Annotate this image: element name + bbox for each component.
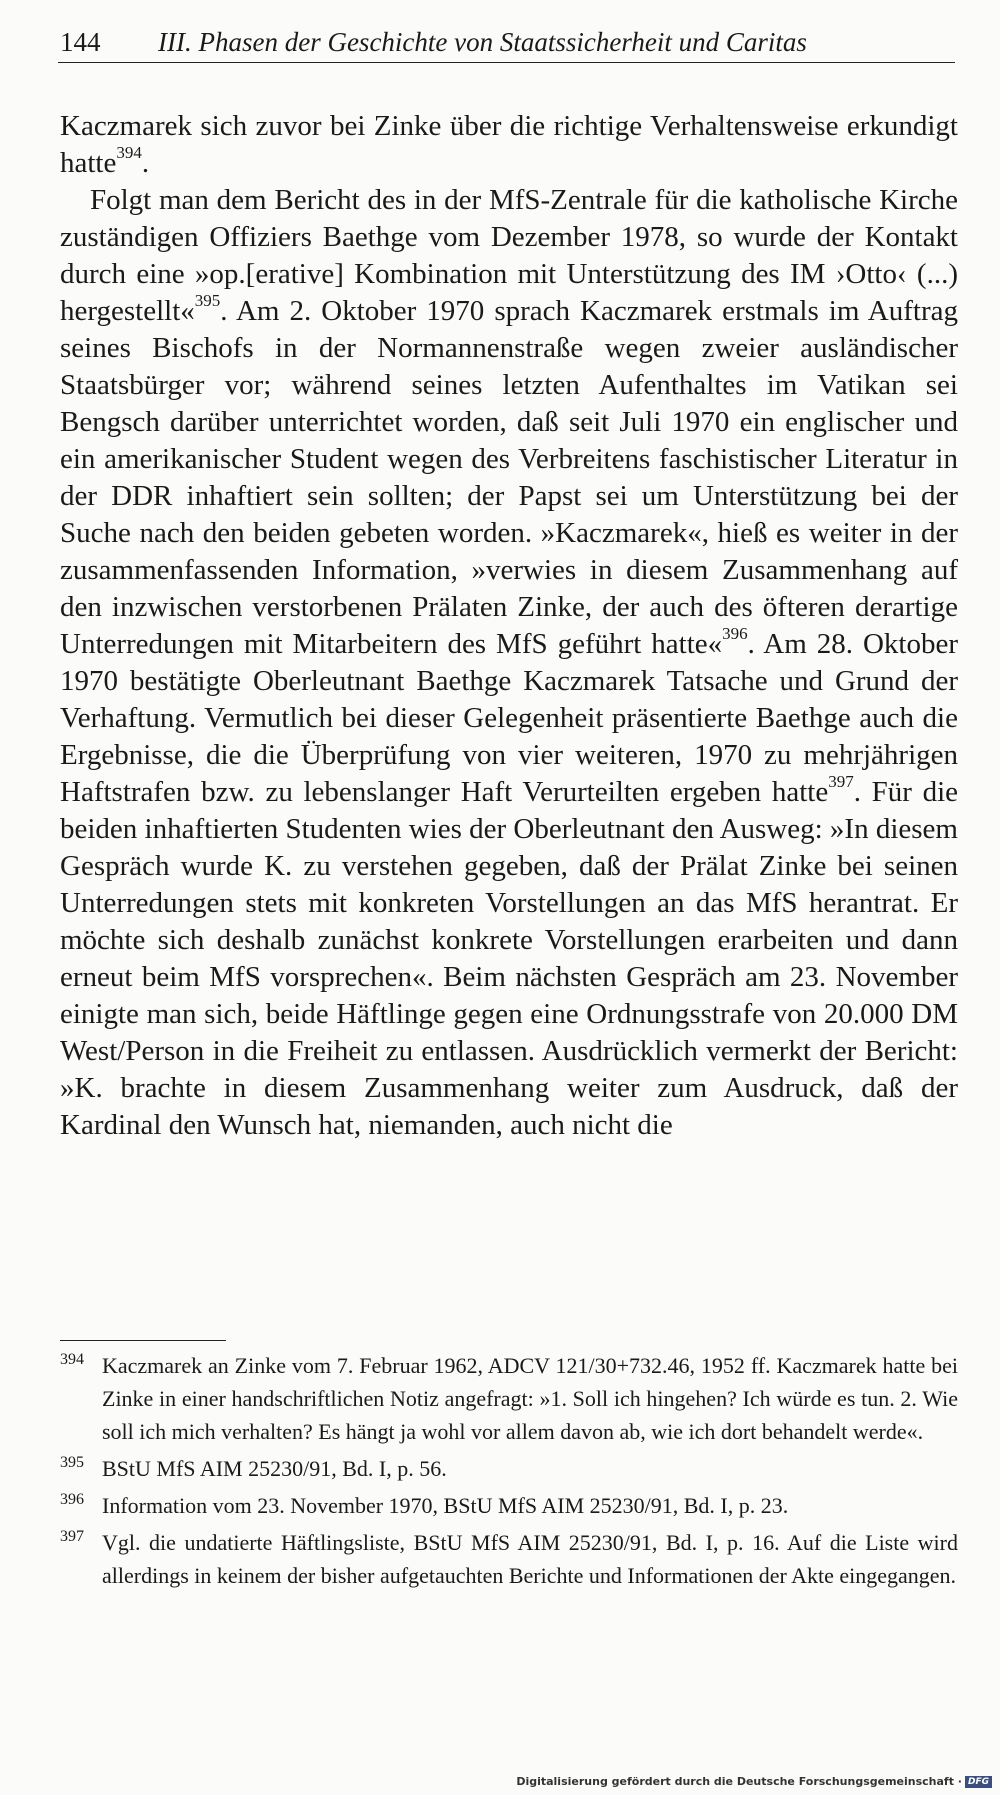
paragraph-2-part-b: . Am 2. Oktober 1970 sprach Kaczmarek erstmals im Auftrag seines Bischofs in der Normannenstraße wegen zweier ausländischer Staatsbürger vor; während seines letzten Aufenthaltes im Vatikan sei Bengsch darüber unterrichtet worden, daß seit Juli 1970 ein englischer und ein amerikanischer Student wegen des Verbreitens faschistischer Literatur in der DDR inhaftiert sein sollten; der Papst sei um Unterstützung bei der Suche nach den beiden gebeten worden. »Kaczmarek«, hieß es weiter in der zusammenfassenden Information, »verwies in diesem Zusammenhang auf den inzwischen verstorbenen Prälaten Zinke, der auch des öfteren derartige Unterredungen mit Mitarbeitern des MfS geführt hatte« [60,295,958,660]
footnote-ref-394[interactable]: 394 [116,143,142,163]
footnote-number: 396 [60,1491,84,1508]
footnote-divider [60,1340,226,1341]
footnote-397 [60,1526,958,1592]
footnote-number: 394 [60,1351,84,1368]
running-title: III. Phasen der Geschichte von Staatssicherheit und Caritas [158,27,807,57]
paragraph-1 [60,108,958,182]
paragraph-2-part-d: . Für die beiden inhaftierten Studenten wies der Oberleutnant den Ausweg: »In diesem Gespräch wurde K. zu verstehen gegeben, daß der Prälat Zinke bei seinen Unterredungen stets mit konkreten Vorstellungen an das MfS herantrat. Er möchte sich deshalb zunächst konkrete Vorstellungen erarbeiten und dann erneut beim MfS vorsprechen«. Beim nächsten Gespräch am 23. November einigte man sich, beide Häftlinge gegen eine Ordnungsstrafe von 20.000 DM West/Person in die Freiheit zu entlassen. Ausdrücklich vermerkt der Bericht: »K. brachte in diesem Zusammenhang weiter zum Ausdruck, daß der Kardinal den Wunsch hat, niemanden, auch nicht die [60,776,959,1141]
page-header [58,24,955,63]
footnote-ref-396[interactable]: 396 [722,624,748,644]
footnote-ref-395[interactable]: 395 [194,291,221,311]
footnote-number: 395 [60,1454,84,1471]
paragraph-2 [60,182,958,1144]
footnote-ref-397[interactable]: 397 [828,772,854,792]
footnote-text: Kaczmarek an Zinke vom 7. Februar 1962, ADCV 121/30+732.46, 1952 ff. Kaczmarek hatte bei Zinke in einer handschriftlichen Notiz angefragt: »1. Soll ich hingehen? Ich würde es tun. 2. Wie soll ich mich verhalten? Es hängt ja wohl vor allem davon ab, wie ich dort behandelt werde«. [102,1353,958,1444]
paragraph-1-end: . [141,147,150,179]
credit-text: Digitalisierung gefördert durch die Deutsche Forschungsgemeinschaft · [516,1775,962,1788]
footnote-text: Vgl. die undatierte Häftlingsliste, BStU MfS AIM 25230/91, Bd. I, p. 16. Auf die Liste wird allerdings in keinem der bisher aufgetauchten Berichte und Informationen der Akte eingegangen. [102,1530,958,1588]
footnote-395 [60,1452,958,1485]
dfg-logo: DFG [965,1776,992,1788]
footnote-text: BStU MfS AIM 25230/91, Bd. I, p. 56. [102,1456,447,1481]
footnote-394 [60,1349,958,1448]
page-number: 144 [60,27,101,57]
main-text [60,108,958,1144]
digitization-credit [516,1775,992,1788]
paragraph-2-part-a: Folgt man dem Bericht des in der MfS-Zentrale für die katholische Kirche zuständigen Offiziers Baethge vom Dezember 1978, so wurde der Kontakt durch eine »op.[erative] Kombination mit Unterstützung des IM ›Otto‹ (...) hergestellt« [60,184,958,327]
footnote-396 [60,1489,958,1522]
footnote-text: Information vom 23. November 1970, BStU MfS AIM 25230/91, Bd. I, p. 23. [102,1493,789,1518]
paragraph-2-part-c: . Am 28. Oktober 1970 bestätigte Oberleutnant Baethge Kaczmarek Tatsache und Grund der Verhaftung. Vermutlich bei dieser Gelegenheit präsentierte Baethge auch die Ergebnisse, die die Überprüfung von vier weiteren, 1970 zu mehrjährigen Haftstrafen bzw. zu lebenslanger Haft Verurteilten ergeben hatte [60,628,958,808]
paragraph-1-text: Kaczmarek sich zuvor bei Zinke über die richtige Verhaltensweise erkundigt hatte [60,110,958,179]
footnotes [60,1349,958,1596]
footnote-number: 397 [60,1528,84,1545]
